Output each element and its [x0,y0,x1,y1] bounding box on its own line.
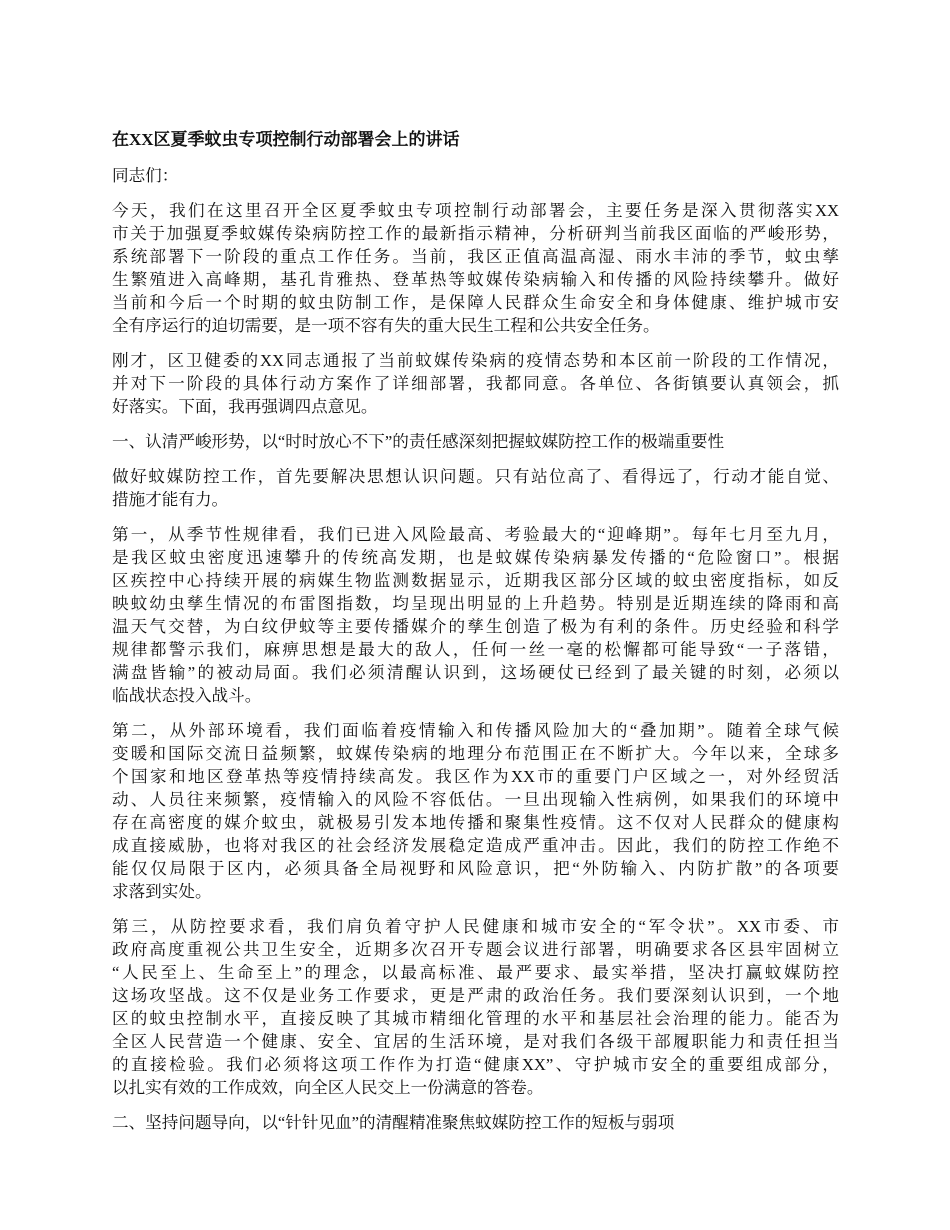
paragraph-line: 动、人员往来频繁，疫情输入的风险不容低估。一旦出现输入性病例，如果我们的环境中 [112,790,839,809]
paragraph [112,349,839,418]
paragraph-line: 市关于加强夏季蚊媒传染病防控工作的最新指示精神，分析研判当前我区面临的严峻形势， [112,224,839,243]
paragraph [112,523,839,707]
paragraph-line: 温天气交替，为白纹伊蚊等主要传播媒介的孳生创造了极为有利的条件。历史经验和科学 [112,617,839,636]
paragraph-line: 当前和今后一个时期的蚊虫防制工作，是保障人民群众生命安全和身体健康、维护城市安 [112,293,839,312]
paragraph [112,430,839,453]
paragraph-line: 第三，从防控要求看，我们肩负着守护人民健康和城市安全的“军令状”。XX市委、市 [112,917,839,936]
paragraph [112,1111,839,1134]
paragraph [112,719,839,903]
paragraph-line: 生繁殖进入高峰期，基孔肯雅热、登革热等蚊媒传染病输入和传播的风险持续攀升。做好 [112,270,839,289]
paragraph-line: 全区人民营造一个健康、安全、宜居的生活环境，是对我们各级干部履职能力和责任担当 [112,1032,839,1051]
paragraph-line: 政府高度重视公共卫生安全，近期多次召开专题会议进行部署，明确要求各区县牢固树立 [112,940,839,959]
paragraph-line: 二、坚持问题导向，以“针针见血”的清醒精准聚焦蚊媒防控工作的短板与弱项 [112,1113,675,1132]
paragraph-line: 刚才，区卫健委的XX同志通报了当前蚊媒传染病的疫情态势和本区前一阶段的工作情况， [112,351,839,370]
paragraph-line: 满盘皆输”的被动局面。我们必须清醒认识到，这场硬仗已经到了最关键的时刻，必须以 [112,663,839,682]
paragraph-line: 并对下一阶段的具体行动方案作了详细部署，我都同意。各单位、各街镇要认真领会，抓 [112,374,839,393]
paragraph-line: 存在高密度的媒介蚊虫，就极易引发本地传播和聚集性疫情。这不仅对人民群众的健康构 [112,813,839,832]
paragraph [112,199,839,337]
paragraph-line: 这场攻坚战。这不仅是业务工作要求，更是严肃的政治任务。我们要深刻认识到，一个地 [112,986,839,1005]
paragraph-line: 成直接威胁，也将对我区的社会经济发展稳定造成严重冲击。因此，我们的防控工作绝不 [112,836,839,855]
paragraph-line: 是我区蚊虫密度迅速攀升的传统高发期，也是蚊媒传染病暴发传播的“危险窗口”。根据 [112,548,839,567]
document-title: 在XX区夏季蚊虫专项控制行动部署会上的讲话 [112,130,460,149]
paragraph-line: 变暖和国际交流日益频繁，蚊媒传染病的地理分布范围正在不断扩大。今年以来，全球多 [112,744,839,763]
paragraph-line: 区的蚊虫控制水平，直接反映了其城市精细化管理的水平和基层社会治理的能力。能否为 [112,1009,839,1028]
paragraph-line: 一、认清严峻形势，以“时时放心不下”的责任感深刻把握蚊媒防控工作的极端重要性 [112,432,725,451]
paragraph-line: 求落到实处。 [112,882,212,901]
paragraph-line: 映蚊幼虫孳生情况的布雷图指数，均呈现出明显的上升趋势。特别是近期连续的降雨和高 [112,594,839,613]
paragraph-line: 全有序运行的迫切需要，是一项不容有失的重大民生工程和公共安全任务。 [112,316,660,335]
paragraph-line: 的直接检验。我们必须将这项工作作为打造“健康XX”、守护城市安全的重要组成部分， [112,1055,839,1074]
paragraph-line: “人民至上、生命至上”的理念，以最高标准、最严要求、最实举措，坚决打赢蚊媒防控 [112,963,839,982]
paragraph-line: 措施才能有力。 [112,490,229,509]
paragraph [112,465,839,511]
paragraph [112,915,839,1099]
paragraph-line: 系统部署下一阶段的重点工作任务。当前，我区正值高温高湿、雨水丰沛的季节，蚊虫孳 [112,247,839,266]
paragraph-line: 第二，从外部环境看，我们面临着疫情输入和传播风险加大的“叠加期”。随着全球气候 [112,721,839,740]
paragraph-line: 做好蚊媒防控工作，首先要解决思想认识问题。只有站位高了、看得远了，行动才能自觉、 [112,467,839,486]
document-page [112,128,839,1146]
paragraph-line: 同志们： [112,166,179,185]
paragraph-line: 个国家和地区登革热等疫情持续高发。我区作为XX市的重要门户区域之一，对外经贸活 [112,767,839,786]
paragraph-line: 规律都警示我们，麻痹思想是最大的敌人，任何一丝一毫的松懈都可能导致“一子落错， [112,640,839,659]
document-body [112,164,839,1134]
paragraph-line: 临战状态投入战斗。 [112,686,262,705]
paragraph-line: 今天，我们在这里召开全区夏季蚊虫专项控制行动部署会，主要任务是深入贯彻落实XX [112,201,839,220]
paragraph-line: 好落实。下面，我再强调四点意见。 [112,397,378,416]
paragraph-line: 以扎实有效的工作成效，向全区人民交上一份满意的答卷。 [112,1078,544,1097]
paragraph-line: 能仅仅局限于区内，必须具备全局视野和风险意识，把“外防输入、内防扩散”的各项要 [112,859,839,878]
paragraph-line: 第一，从季节性规律看，我们已进入风险最高、考验最大的“迎峰期”。每年七月至九月， [112,525,839,544]
paragraph [112,164,839,187]
paragraph-line: 区疾控中心持续开展的病媒生物监测数据显示，近期我区部分区域的蚊虫密度指标，如反 [112,571,839,590]
